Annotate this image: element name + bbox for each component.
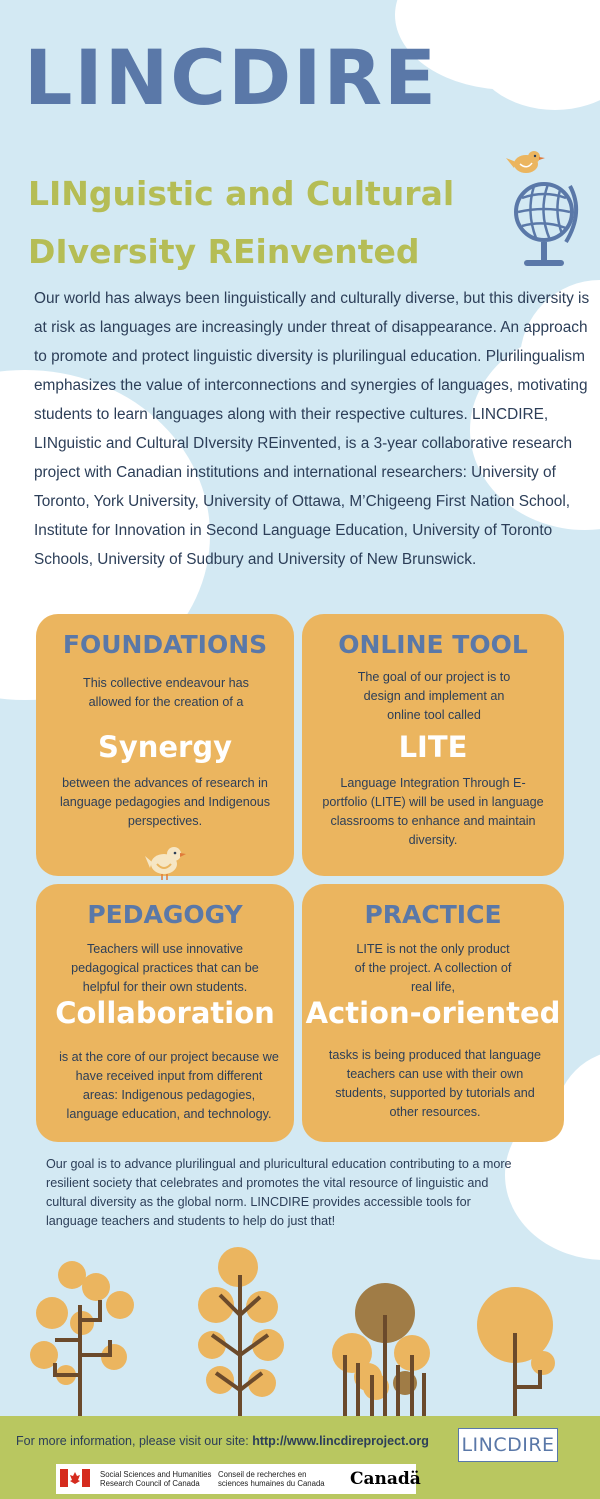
outro-paragraph: Our goal is to advance plurilingual and pluricultural education contributing to a more resilient society that celebrates and promotes the vital resource of linguistic and cultural diversity as the global norm. LINCDIRE provides accessible tools for language teachers and students to help do just that! xyxy=(46,1157,512,1228)
canada-flag-icon xyxy=(60,1469,90,1487)
bird-icon xyxy=(144,842,186,882)
card-practice xyxy=(302,884,564,1142)
card-practice-heading: PRACTICE xyxy=(364,900,502,929)
lincdire-logo: LINCDIRE xyxy=(458,1428,558,1462)
sshrc-english: Social Sciences and Humanities Research Council of Canada xyxy=(100,1470,212,1488)
card-foundations xyxy=(36,614,294,876)
tree-1 xyxy=(30,1261,134,1417)
canada-wordmark: Canadä xyxy=(350,1469,421,1489)
footer-link[interactable]: http://www.lincdireproject.org xyxy=(252,1434,429,1448)
card-pedagogy-body: is at the core of our project because we have received input from different areas: Indigenous pedagogies, language education, and technology. xyxy=(59,1050,279,1121)
bird-icon xyxy=(506,151,545,173)
globe-icon xyxy=(500,150,590,278)
sshrc-french: Conseil de recherches en sciences humaines du Canada xyxy=(218,1470,325,1488)
card-online-tool-heading: ONLINE TOOL xyxy=(338,630,528,659)
intro-paragraph: Our world has always been linguistically and culturally diverse, but this diversity is at risk as languages are increasingly under threat of disappearance. An approach to promote and protect linguistic diversity is plurilingual education. Plurilingualism emphasizes the value of interconnections and synergies of languages, motivating students to learn languages along with their respective cultures. LINCDIRE, LINguistic and Cultural DIversity REinvented, is a 3-year collaborative research project with Canadian institutions and international researchers: University of Toronto, York University, University of Ottawa, M’Chigeeng First Nation School, Institute for Innovation in Second Language Education, University of Toronto Schools, University of Sudbury and University of New Brunswick. xyxy=(34,290,590,568)
card-online-tool xyxy=(302,614,564,876)
card-online-tool-keyword: LITE xyxy=(398,730,468,764)
card-pedagogy-keyword: Collaboration xyxy=(55,996,275,1030)
tree-3 xyxy=(332,1283,430,1417)
card-practice-keyword: Action-oriented xyxy=(305,996,561,1030)
card-pedagogy-heading: PEDAGOGY xyxy=(87,900,243,929)
card-foundations-heading: FOUNDATIONS xyxy=(62,630,268,659)
card-practice-intro: LITE is not the only product of the project. A collection of real life, xyxy=(354,942,512,994)
card-online-tool-intro: The goal of our project is to design and implement an online tool called xyxy=(357,670,511,722)
card-practice-body: tasks is being produced that language teachers can use with their own students, supported by tutorials and other resources. xyxy=(328,1048,542,1119)
card-foundations-intro: This collective endeavour has allowed for the creation of a xyxy=(83,676,249,709)
page-title: LINCDIRE xyxy=(24,33,438,122)
subtitle-line-2: DIversity REinvented xyxy=(28,232,420,271)
page-subtitle xyxy=(28,165,498,281)
card-foundations-keyword: Synergy xyxy=(97,730,233,764)
card-online-tool-body: Language Integration Through E-portfolio (LITE) will be used in language classrooms to enhance and maintain diversity. xyxy=(322,776,544,847)
subtitle-line-1: LINguistic and Cultural xyxy=(28,174,455,213)
tree-4 xyxy=(477,1287,555,1417)
card-pedagogy xyxy=(36,884,294,1142)
footer-info xyxy=(16,1434,456,1448)
tree-icon xyxy=(0,1245,600,1420)
footer-info-prefix: For more information, please visit our site: xyxy=(16,1434,253,1448)
tree-2 xyxy=(198,1247,284,1417)
card-pedagogy-intro: Teachers will use innovative pedagogical practices that can be helpful for their own students. xyxy=(71,942,259,994)
card-foundations-body: between the advances of research in language pedagogies and Indigenous perspectives. xyxy=(59,776,271,828)
